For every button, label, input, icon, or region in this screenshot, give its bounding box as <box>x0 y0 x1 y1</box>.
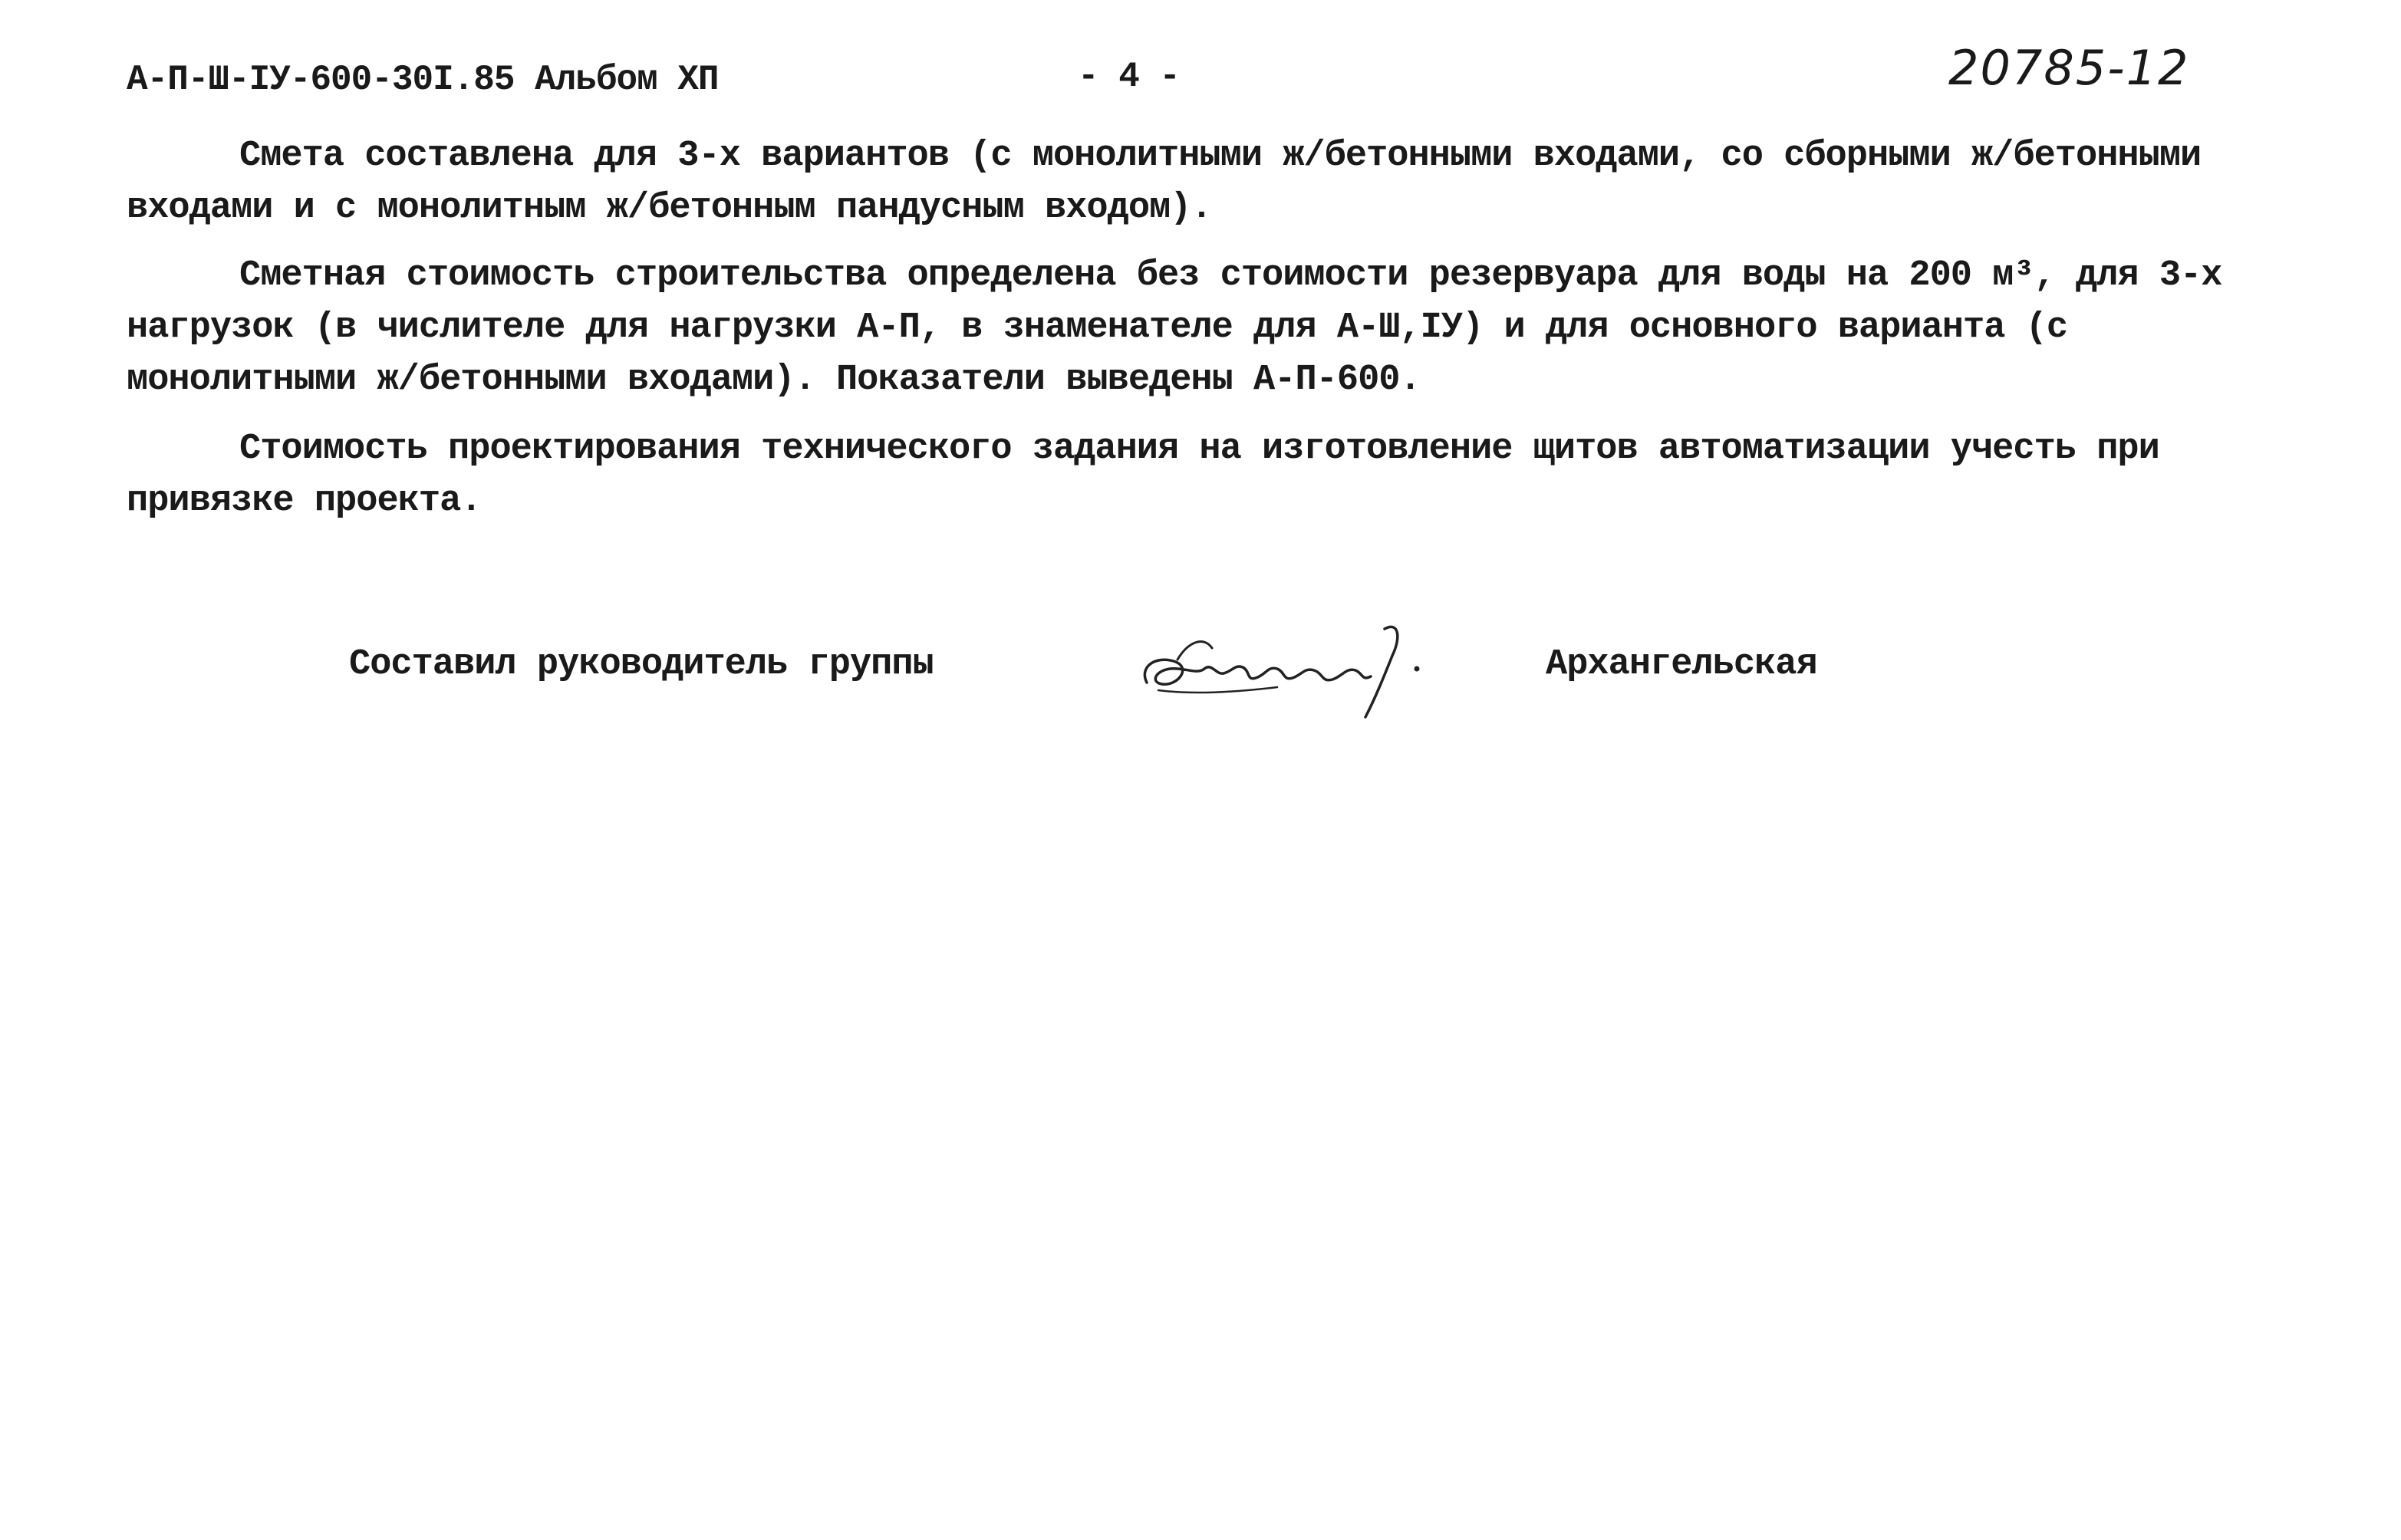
signature-name: Архангельская <box>1546 644 1817 685</box>
paragraph-estimate-cost <box>127 250 2274 406</box>
signature-role-label: Составил руководитель группы <box>349 644 934 685</box>
paragraph-variants <box>127 130 2274 235</box>
paragraph-text: Сметная стоимость строительства определена без стоимости резервуара для воды на 200 м³, для 3-х нагрузок (в числителе для нагрузки А-П, в знаменателе для А-Ш,ІУ) и для основного варианта (с монолитными ж/бетонными входами). Показатели выведены А-П-600. <box>127 255 2222 400</box>
paragraph-design-cost <box>127 423 2274 528</box>
document-code: А-П-Ш-ІУ-600-30І.85 Альбом ХП <box>127 60 719 100</box>
page-number: - 4 - <box>1078 57 1181 97</box>
handwritten-signature <box>1131 614 1454 729</box>
signature-block <box>0 644 2401 736</box>
paragraph-text: Смета составлена для 3-х вариантов (с монолитными ж/бетонными входами, со сборными ж/бетонными входами и с монолитным ж/бетонным пандусным входом). <box>127 136 2202 229</box>
paragraph-text: Стоимость проектирования технического задания на изготовление щитов автоматизации учесть при привязке проекта. <box>127 429 2159 522</box>
stamp-number: 20785-12 <box>1948 40 2190 96</box>
